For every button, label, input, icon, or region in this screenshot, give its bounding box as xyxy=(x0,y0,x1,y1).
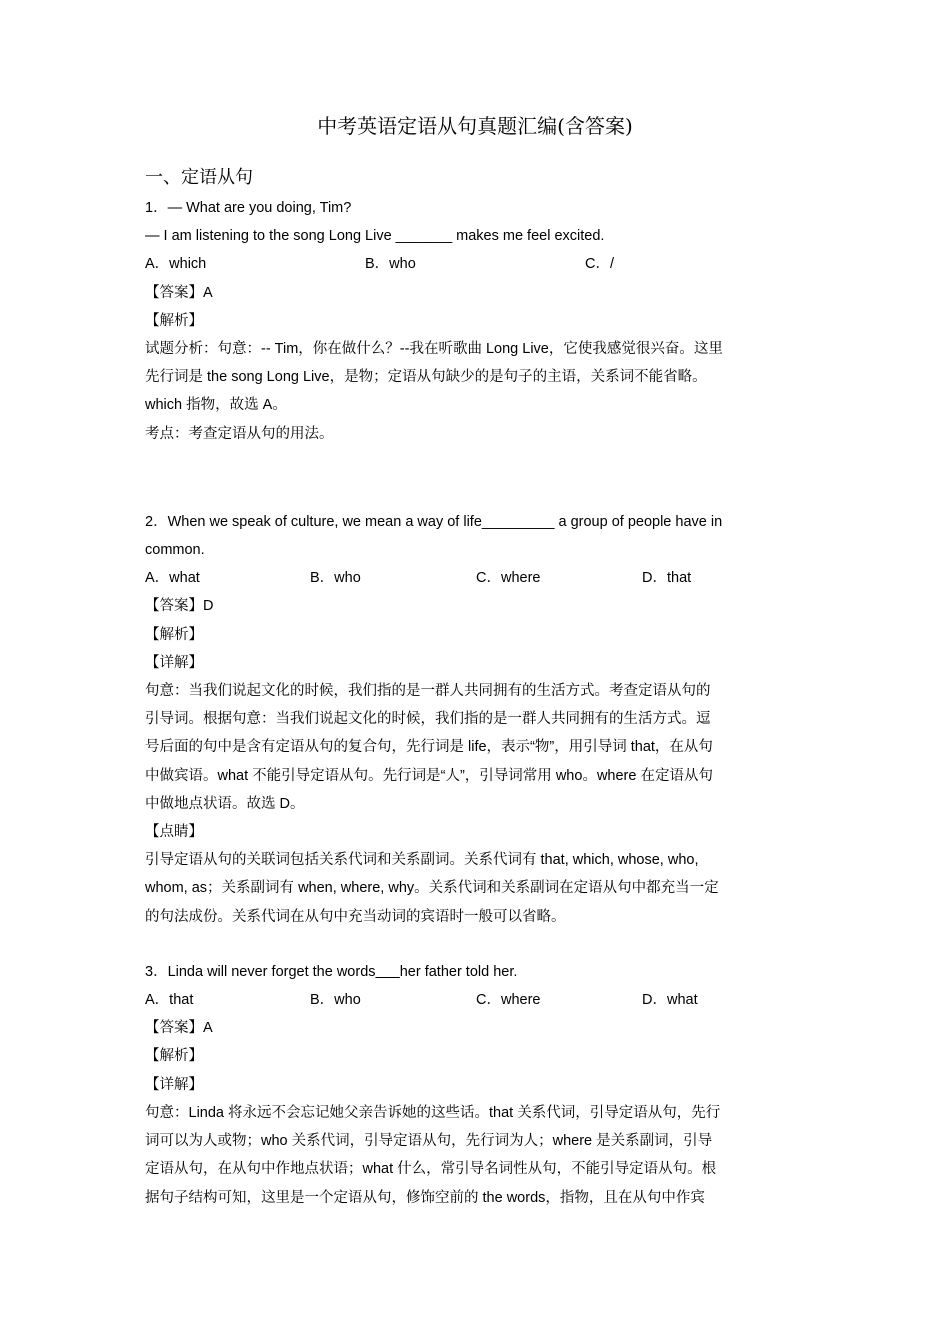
option-a: A．which xyxy=(145,256,207,273)
question-stem xyxy=(145,958,805,986)
option-c: C．/ xyxy=(585,256,614,273)
option-c: C．where xyxy=(476,570,541,587)
question-stem: 2．When we speak of culture, we mean a way of life_________ a group of people have in xyxy=(145,513,723,530)
document-title: 中考英语定语从句真题汇编(含答案) xyxy=(317,114,633,138)
option-b: B．who xyxy=(310,992,361,1009)
detail-label: 【详解】 xyxy=(145,1076,203,1093)
option-c: C．where xyxy=(476,992,541,1009)
tip-line: 引导定语从句的关联词包括关系代词和关系副词。关系代词有 that, which, whose, who, xyxy=(145,852,699,869)
tip-line: 的句法成份。关系代词在从句中充当动词的宾语时一般可以省略。 xyxy=(145,908,566,925)
explanation-line: 句意：当我们说起文化的时候，我们指的是一群人共同拥有的生活方式。考查定语从句的 xyxy=(145,683,711,700)
options-row xyxy=(145,986,805,1014)
answer-label: 【答案】A xyxy=(145,284,213,301)
explanation-line: 据句子结构可知，这里是一个定语从句，修饰空前的 the words，指物，且在从句中作宾 xyxy=(145,1189,705,1206)
options-row xyxy=(145,564,805,592)
explanation-line: 词可以为人或物；who 关系代词，引导定语从句，先行词为人；where 是关系副词，引导 xyxy=(145,1133,713,1150)
question-3 xyxy=(145,958,805,1212)
answer-blank: ___ xyxy=(375,963,400,980)
question-2 xyxy=(145,508,805,931)
analysis-label: 【解析】 xyxy=(145,626,203,643)
answer-label: 【答案】D xyxy=(145,598,214,615)
explanation-line: 定语从句，在从句中作地点状语；what 什么，常引导名词性从句，不能引导定语从句。根 xyxy=(145,1161,717,1178)
explanation-line: 试题分析：句意：-- Tim，你在做什么？--我在听歌曲 Long Live，它使我感觉很兴奋。这里 xyxy=(145,341,723,358)
stem-part: her father told her. xyxy=(399,963,518,980)
question-stem: — I am listening to the song Long Live _______ makes me feel excited. xyxy=(145,228,605,245)
section-heading: 一、定语从句 xyxy=(145,167,253,188)
option-b: B．who xyxy=(310,570,361,587)
tip-line: whom, as；关系副词有 when, where, why。关系代词和关系副词在定语从句中都充当一定 xyxy=(145,880,719,897)
explanation-line: 中做地点状语。故选 D。 xyxy=(145,795,305,812)
option-a: A．that xyxy=(145,992,194,1009)
explanation-line: 中做宾语。what 不能引导定语从句。先行词是“人”，引导词常用 who。where 在定语从句 xyxy=(145,767,713,784)
option-b: B．who xyxy=(365,256,416,273)
option-d: D．that xyxy=(642,570,692,587)
detail-label: 【详解】 xyxy=(145,654,203,671)
question-1 xyxy=(145,194,805,448)
question-stem: common. xyxy=(145,542,205,559)
explanation-line: 号后面的句中是含有定语从句的复合句，先行词是 life，表示“物”，用引导词 that，在从句 xyxy=(145,739,713,756)
question-stem: 1．— What are you doing, Tim? xyxy=(145,200,352,216)
explanation-line: 句意：Linda 将永远不会忘记她父亲告诉她的这些话。that 关系代词，引导定语从句，先行 xyxy=(145,1104,721,1121)
explanation-line: 先行词是 the song Long Live，是物；定语从句缺少的是句子的主语，关系词不能省略。 xyxy=(145,369,707,386)
options-row xyxy=(145,250,805,278)
explanation-line: 引导词。根据句意：当我们说起文化的时候，我们指的是一群人共同拥有的生活方式。逗 xyxy=(145,711,711,728)
explanation-line: 考点：考查定语从句的用法。 xyxy=(145,425,334,442)
analysis-label: 【解析】 xyxy=(145,1048,203,1065)
option-a: A．what xyxy=(145,570,200,587)
answer-label: 【答案】A xyxy=(145,1020,213,1037)
document-body xyxy=(145,164,805,1212)
option-d: D．what xyxy=(642,992,698,1009)
analysis-label: 【解析】 xyxy=(145,312,203,329)
explanation-line: which 指物，故选 A。 xyxy=(145,397,287,414)
stem-part: 3．Linda will never forget the words xyxy=(145,963,376,980)
tip-label: 【点睛】 xyxy=(145,824,203,841)
